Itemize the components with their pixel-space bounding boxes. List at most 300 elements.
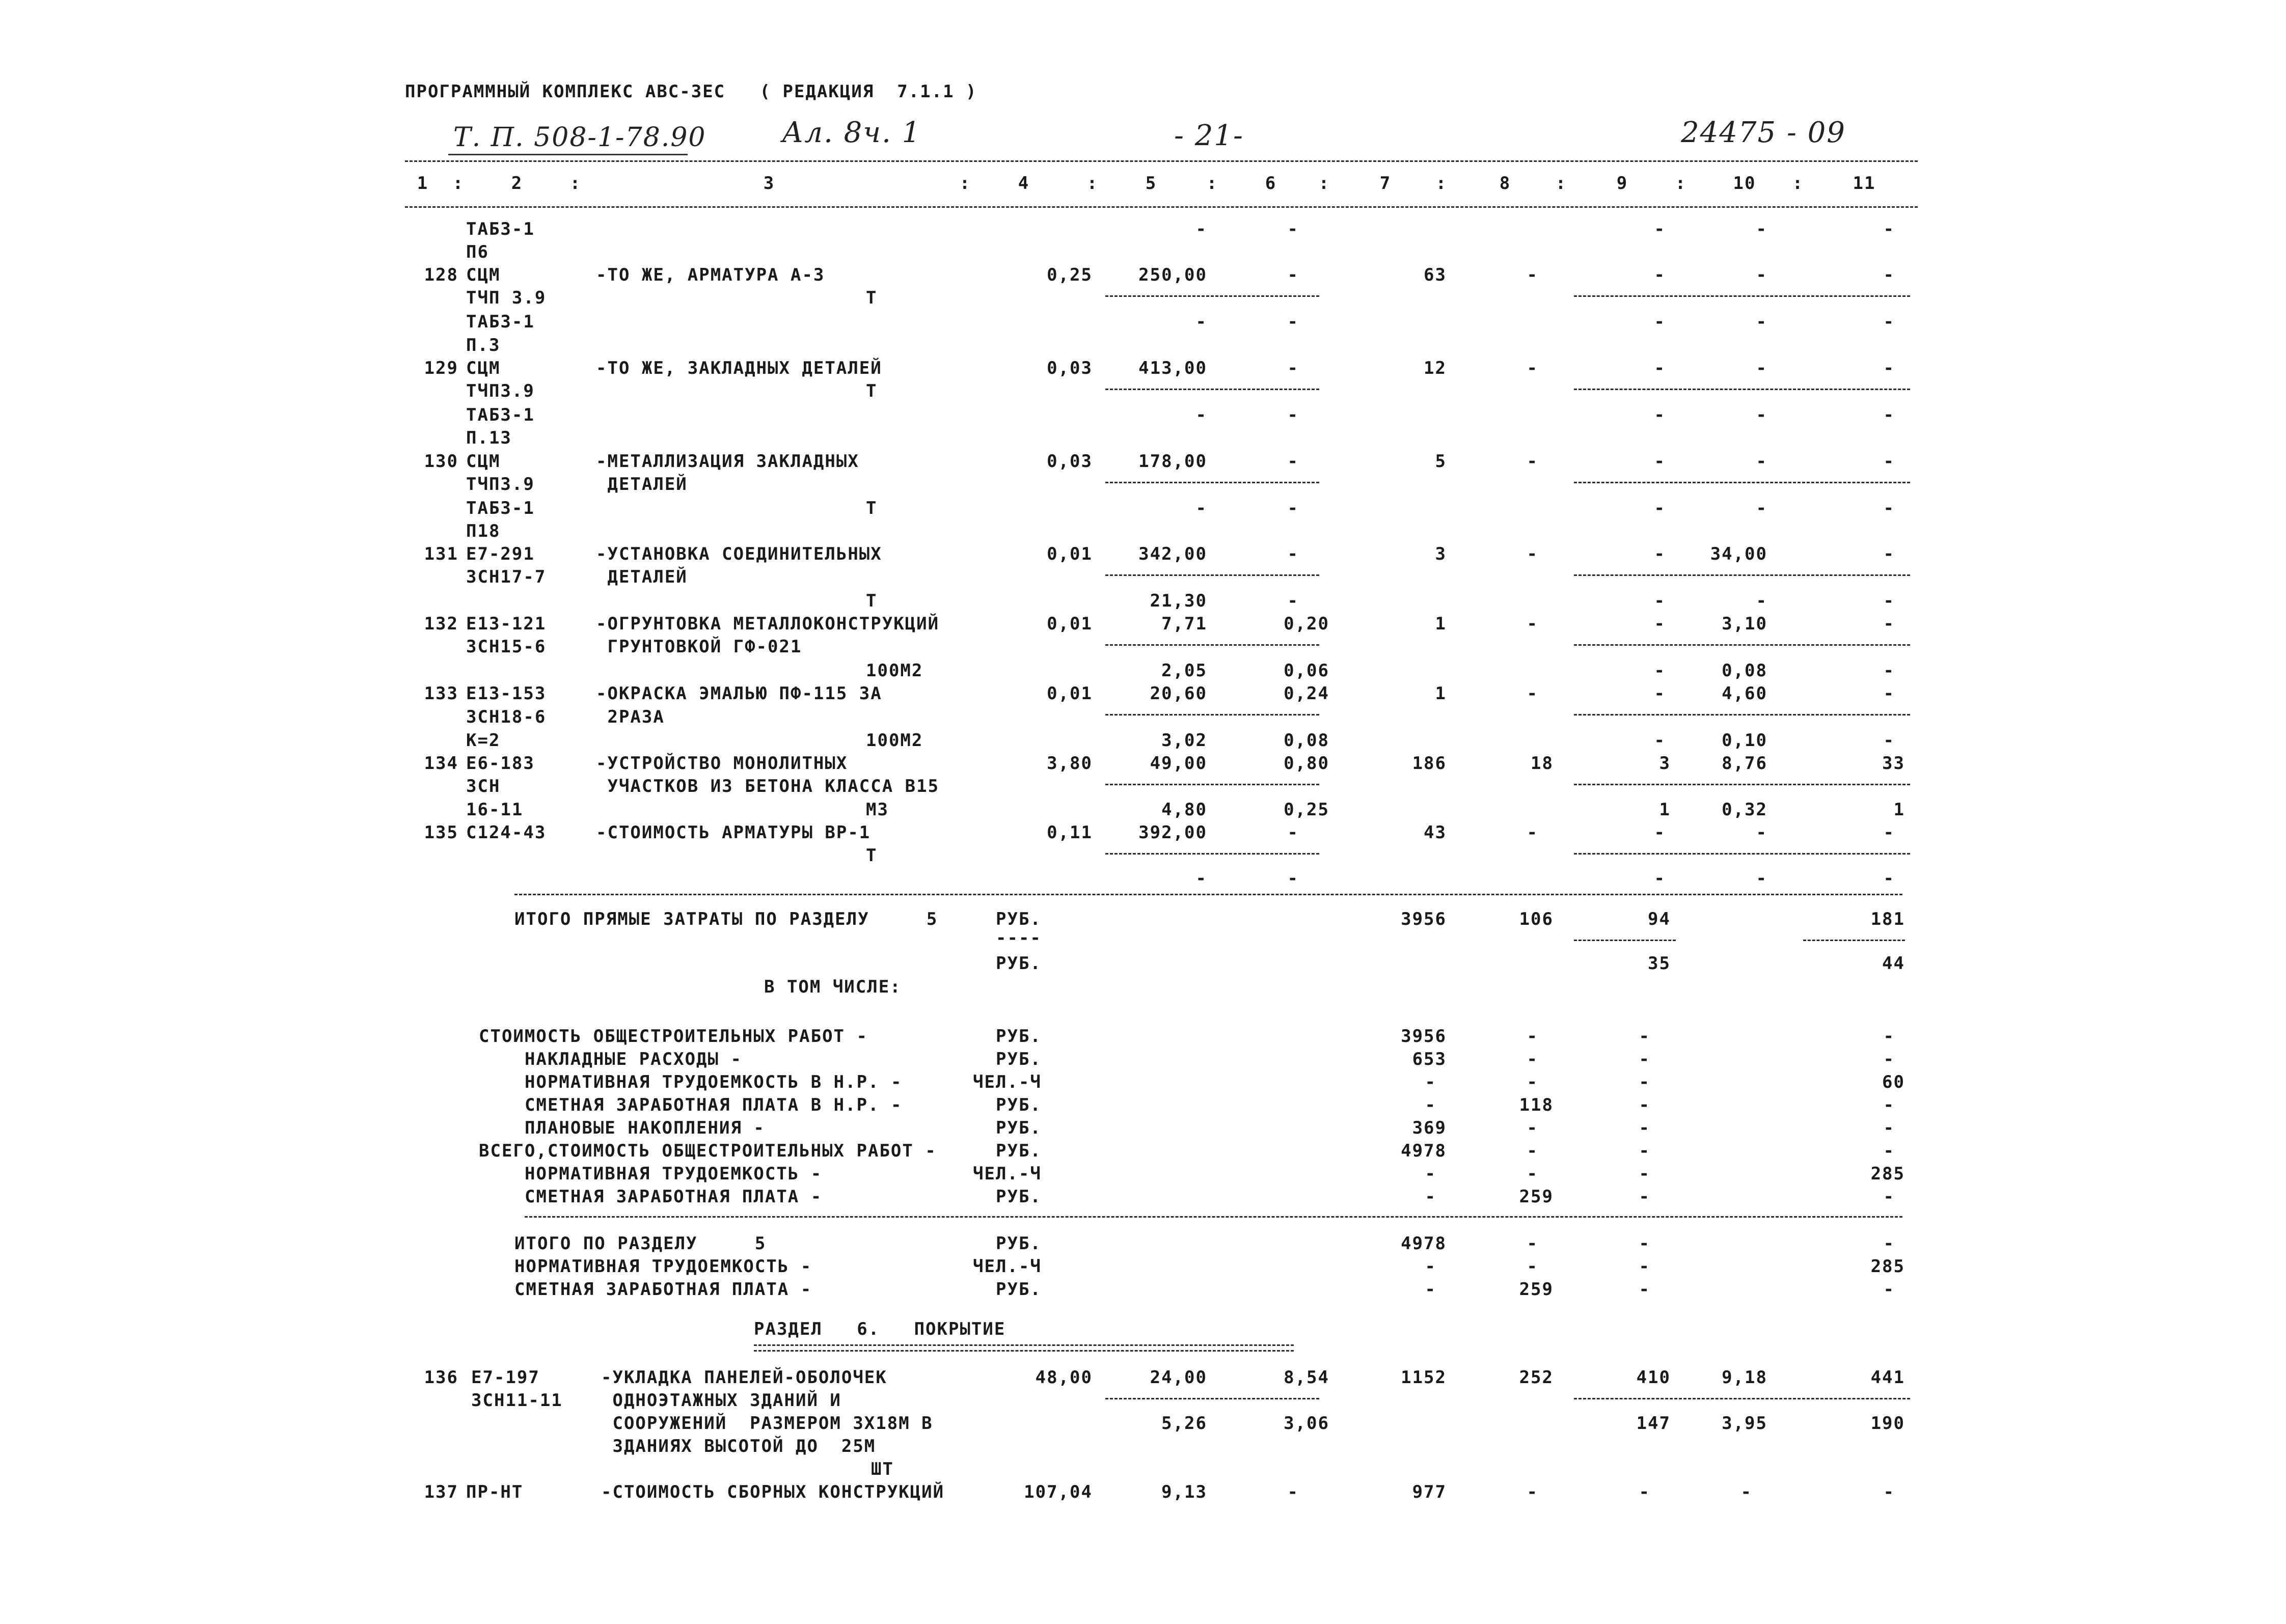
row-rule <box>1574 644 1910 646</box>
unit-chel: ЧЕЛ.-Ч <box>973 1072 1042 1092</box>
row-number: 136 <box>424 1367 458 1388</box>
row-value-7: 1152 <box>1401 1367 1447 1388</box>
row-name: -УКЛАДКА ПАНЕЛЕЙ-ОБОЛОЧЕК <box>601 1367 887 1388</box>
row-number: 137 <box>424 1482 458 1502</box>
row-rule <box>1574 1398 1910 1399</box>
row-rule <box>1105 784 1319 785</box>
row-value-8: - <box>1527 544 1538 564</box>
breakdown-value-11: - <box>1883 1187 1895 1207</box>
row-code: ТАБ3-1 <box>466 498 535 518</box>
row-code: ТАБ3-1 <box>466 405 535 425</box>
unit-rub: РУБ. <box>996 1233 1042 1254</box>
row-value-7: 43 <box>1424 822 1447 843</box>
breakdown-value-11: - <box>1883 1118 1895 1138</box>
row-code: П.13 <box>466 428 512 448</box>
row-rule <box>1574 784 1910 785</box>
row-value-10: 4,60 <box>1722 683 1767 704</box>
row-value-11b: - <box>1883 868 1895 889</box>
row-value-11: - <box>1883 358 1895 378</box>
row-value-8: - <box>1527 822 1538 843</box>
row-code: ЗСН18-6 <box>466 707 547 727</box>
row-value-10b: - <box>1756 498 1767 518</box>
col-sep: : <box>1086 173 1099 194</box>
row-name: СООРУЖЕНИЙ РАЗМЕРОМ 3Х18М В <box>601 1413 933 1434</box>
row-value-7: 186 <box>1412 753 1447 774</box>
breakdown-value-9: - <box>1639 1118 1650 1138</box>
row-name: ДЕТАЛЕЙ <box>596 567 688 587</box>
breakdown-value-7: 369 <box>1412 1118 1447 1138</box>
row-value-9b: - <box>1654 730 1666 751</box>
row-value-8: 252 <box>1519 1367 1554 1388</box>
row-rule <box>1105 853 1319 855</box>
row-value-9b: - <box>1654 312 1666 332</box>
row-unit: Т <box>866 591 878 611</box>
row-rule <box>1574 714 1910 715</box>
row-value-9b: - <box>1654 660 1666 681</box>
row-value-11b: 1 <box>1893 800 1905 820</box>
row-code: ТЧП 3.9 <box>466 288 547 308</box>
unit-rub: РУБ. <box>996 1187 1042 1207</box>
section-value-9: - <box>1639 1233 1650 1254</box>
col-sep: : <box>1318 173 1330 194</box>
direct-value-9: 94 <box>1648 909 1671 929</box>
row-value-8: - <box>1527 614 1538 634</box>
row-value-4: 0,03 <box>1047 451 1093 472</box>
section-value-11: - <box>1883 1233 1895 1254</box>
section-value-8: - <box>1527 1233 1538 1254</box>
unit-chel: ЧЕЛ.-Ч <box>973 1164 1042 1184</box>
row-value-6b: 0,25 <box>1284 800 1329 820</box>
breakdown-label: СМЕТНАЯ ЗАРАБОТНАЯ ПЛАТА В Н.Р. - <box>525 1095 903 1115</box>
breakdown-value-11: 285 <box>1870 1164 1905 1184</box>
col-6: 6 <box>1265 173 1277 194</box>
row-rule <box>1105 389 1319 390</box>
row-value-7: 5 <box>1435 451 1447 472</box>
breakdown-value-11: - <box>1883 1049 1895 1069</box>
row-code: ЗСН11-11 <box>471 1390 563 1411</box>
row-code: СЦМ <box>466 451 501 472</box>
row-value-9: 3 <box>1659 753 1671 774</box>
project-code-underline <box>448 154 688 155</box>
row-code: СЦМ <box>466 265 501 285</box>
row-value-10b: - <box>1756 405 1767 425</box>
breakdown-label: НОРМАТИВНАЯ ТРУДОЕМКОСТЬ - <box>525 1164 823 1184</box>
totals-rule <box>514 894 1902 895</box>
col-4: 4 <box>1018 173 1030 194</box>
row-value-9b: - <box>1654 591 1666 611</box>
row-code: ПР-НТ <box>466 1482 524 1502</box>
row-value-4: 0,03 <box>1047 358 1093 378</box>
row-number: 130 <box>424 451 458 472</box>
direct-costs-label: ИТОГО ПРЯМЫЕ ЗАТРАТЫ ПО РАЗДЕЛУ 5 <box>514 909 938 929</box>
row-code: Е7-291 <box>466 544 535 564</box>
breakdown-value-8: - <box>1527 1049 1538 1069</box>
row-value-6b: 3,06 <box>1284 1413 1329 1434</box>
row-value-10b: - <box>1756 591 1767 611</box>
row-value-10b: 0,10 <box>1722 730 1767 751</box>
row-name: -УСТРОЙСТВО МОНОЛИТНЫХ <box>596 753 848 774</box>
row-number: 134 <box>424 753 458 774</box>
row-value-6b: - <box>1287 312 1299 332</box>
row-value-9: - <box>1654 265 1666 285</box>
row-value-11: - <box>1883 1482 1895 1502</box>
row-value-6b: 0,06 <box>1284 660 1329 681</box>
breakdown-value-7: - <box>1425 1072 1436 1092</box>
row-value-6: 8,54 <box>1284 1367 1329 1388</box>
breakdown-value-8: 118 <box>1519 1095 1554 1115</box>
row-code: 16-11 <box>466 800 524 820</box>
row-value-6b: - <box>1287 219 1299 239</box>
row-value-8: - <box>1527 1482 1538 1502</box>
row-name: -ТО ЖЕ, ЗАКЛАДНЫХ ДЕТАЛЕЙ <box>596 358 882 378</box>
row-value-9: - <box>1654 544 1666 564</box>
row-value-9: - <box>1654 683 1666 704</box>
breakdown-label: СТОИМОСТЬ ОБЩЕСТРОИТЕЛЬНЫХ РАБОТ - <box>479 1026 868 1047</box>
unit-rub: РУБ. <box>996 909 1042 929</box>
row-code: П.3 <box>466 335 501 355</box>
row-value-10: - <box>1740 1482 1752 1502</box>
breakdown-value-8: - <box>1527 1072 1538 1092</box>
row-value-4: 0,11 <box>1047 822 1093 843</box>
row-name: ЗДАНИЯХ ВЫСОТОЙ ДО 25М <box>601 1436 876 1456</box>
col-sep: : <box>1792 173 1804 194</box>
breakdown-label: НАКЛАДНЫЕ РАСХОДЫ - <box>525 1049 742 1069</box>
row-value-11b: - <box>1883 498 1895 518</box>
row-value-8: 18 <box>1531 753 1554 774</box>
row-value-10b: - <box>1756 219 1767 239</box>
direct-value-7: 3956 <box>1401 909 1447 929</box>
row-code: Е13-153 <box>466 683 547 704</box>
row-rule <box>1105 1398 1319 1399</box>
row-value-8: - <box>1527 358 1538 378</box>
row-code: ЗСН15-6 <box>466 637 547 657</box>
row-name: ГРУНТОВКОЙ ГФ-021 <box>596 637 802 657</box>
row-unit: 100М2 <box>866 660 923 681</box>
section-value-8: 259 <box>1519 1279 1554 1300</box>
breakdown-value-11: 60 <box>1882 1072 1905 1092</box>
row-code: ЗСН17-7 <box>466 567 547 587</box>
direct-rule <box>1574 940 1676 941</box>
breakdown-value-7: - <box>1425 1187 1436 1207</box>
breakdown-label: ВСЕГО,СТОИМОСТЬ ОБЩЕСТРОИТЕЛЬНЫХ РАБОТ - <box>479 1141 937 1161</box>
row-value-9: - <box>1654 451 1666 472</box>
section-value-8: - <box>1527 1256 1538 1277</box>
row-value-9: - <box>1654 358 1666 378</box>
row-unit: 100М2 <box>866 730 923 751</box>
row-value-6b: 0,08 <box>1284 730 1329 751</box>
breakdown-value-7: 3956 <box>1401 1026 1447 1047</box>
breakdown-value-11: - <box>1883 1026 1895 1047</box>
row-value-10: 8,76 <box>1722 753 1767 774</box>
row-name: ОДНОЭТАЖНЫХ ЗДАНИЙ И <box>601 1390 841 1411</box>
breakdown-value-9: - <box>1639 1072 1650 1092</box>
row-value-6b: - <box>1287 868 1299 889</box>
row-value-9b: - <box>1654 219 1666 239</box>
row-code: ТЧП3.9 <box>466 474 535 494</box>
section-title: РАЗДЕЛ 6. ПОКРЫТИЕ <box>754 1319 1006 1339</box>
row-value-8: - <box>1527 451 1538 472</box>
row-value-5: 250,00 <box>1138 265 1207 285</box>
row-value-4: 48,00 <box>1035 1367 1093 1388</box>
row-name: -СТОИМОСТЬ АРМАТУРЫ ВР-1 <box>596 822 871 843</box>
row-value-7: 12 <box>1424 358 1447 378</box>
section-value-9: - <box>1639 1256 1650 1277</box>
row-value-6: - <box>1287 265 1299 285</box>
row-value-7: 1 <box>1435 683 1447 704</box>
row-value-6: - <box>1287 544 1299 564</box>
row-value-7: 977 <box>1412 1482 1447 1502</box>
breakdown-value-7: - <box>1425 1095 1436 1115</box>
row-name: -СТОИМОСТЬ СБОРНЫХ КОНСТРУКЦИЙ <box>601 1482 945 1502</box>
unit-rub: РУБ. <box>996 1026 1042 1047</box>
row-value-9: - <box>1654 822 1666 843</box>
col-1: 1 <box>417 173 429 194</box>
row-value-8: - <box>1527 265 1538 285</box>
breakdown-value-8: - <box>1527 1141 1538 1161</box>
direct-value-11b: 44 <box>1882 953 1905 974</box>
col-5: 5 <box>1145 173 1157 194</box>
row-value-5: 413,00 <box>1138 358 1207 378</box>
row-value-5: 20,60 <box>1150 683 1207 704</box>
row-code: К=2 <box>466 730 501 751</box>
row-rule <box>1574 295 1910 297</box>
row-value-5b: - <box>1195 405 1207 425</box>
row-value-11: - <box>1883 544 1895 564</box>
row-name: -ТО ЖЕ, АРМАТУРА А-3 <box>596 265 825 285</box>
row-value-9b: 147 <box>1636 1413 1671 1434</box>
row-value-4: 0,01 <box>1047 683 1093 704</box>
page-number: - 21- <box>1174 119 1244 152</box>
breakdown-value-11: - <box>1883 1141 1895 1161</box>
section-value-11: 285 <box>1870 1256 1905 1277</box>
row-unit: Т <box>866 845 878 866</box>
breakdown-rule <box>525 1216 1902 1218</box>
row-value-9b: - <box>1654 498 1666 518</box>
col-sep: : <box>959 173 971 194</box>
row-value-5: 7,71 <box>1161 614 1207 634</box>
direct-value-8: 106 <box>1519 909 1554 929</box>
row-rule <box>1574 853 1910 855</box>
breakdown-value-11: - <box>1883 1095 1895 1115</box>
row-rule <box>1574 482 1910 483</box>
row-value-9b: - <box>1654 405 1666 425</box>
row-value-10: 34,00 <box>1710 544 1767 564</box>
row-value-10b: 0,32 <box>1722 800 1767 820</box>
row-number: 129 <box>424 358 458 378</box>
section-value-7: - <box>1425 1256 1436 1277</box>
col-sep: : <box>1435 173 1448 194</box>
col-sep: : <box>452 173 465 194</box>
row-value-11b: 190 <box>1870 1413 1905 1434</box>
row-rule <box>1574 389 1910 390</box>
row-value-7: 1 <box>1435 614 1447 634</box>
row-value-10: - <box>1756 265 1767 285</box>
row-value-6: - <box>1287 1482 1299 1502</box>
row-value-4: 3,80 <box>1047 753 1093 774</box>
row-value-11b: - <box>1883 660 1895 681</box>
row-value-8: - <box>1527 683 1538 704</box>
unit-rub: РУБ. <box>996 1118 1042 1138</box>
row-value-4: 0,25 <box>1047 265 1093 285</box>
row-value-11b: - <box>1883 591 1895 611</box>
col-8: 8 <box>1499 173 1511 194</box>
row-value-11: - <box>1883 451 1895 472</box>
section-total-label: ИТОГО ПО РАЗДЕЛУ 5 <box>514 1233 767 1254</box>
breakdown-value-9: - <box>1639 1164 1650 1184</box>
col-sep: : <box>569 173 582 194</box>
project-code: Т. П. 508-1-78.90 <box>453 122 706 153</box>
row-code: С124-43 <box>466 822 547 843</box>
row-value-11: 441 <box>1870 1367 1905 1388</box>
row-value-5b: 2,05 <box>1161 660 1207 681</box>
row-code: П18 <box>466 521 501 541</box>
row-value-5: 392,00 <box>1138 822 1207 843</box>
short-rule: ---- <box>996 928 1042 948</box>
row-name: УЧАСТКОВ ИЗ БЕТОНА КЛАССА В15 <box>596 776 940 796</box>
row-value-10b: - <box>1756 312 1767 332</box>
row-value-4: 0,01 <box>1047 544 1093 564</box>
breakdown-label: НОРМАТИВНАЯ ТРУДОЕМКОСТЬ В Н.Р. - <box>525 1072 903 1092</box>
col-9: 9 <box>1616 173 1628 194</box>
unit-rub: РУБ. <box>996 1279 1042 1300</box>
row-value-11b: - <box>1883 730 1895 751</box>
row-value-10b: 3,95 <box>1722 1413 1767 1434</box>
row-value-10: - <box>1756 451 1767 472</box>
row-number: 132 <box>424 614 458 634</box>
col-3: 3 <box>763 173 775 194</box>
row-code: СЦМ <box>466 358 501 378</box>
row-value-10: - <box>1756 358 1767 378</box>
row-value-10b: 0,08 <box>1722 660 1767 681</box>
col-10: 10 <box>1733 173 1756 194</box>
breakdown-value-8: - <box>1527 1026 1538 1047</box>
row-name: -ОКРАСКА ЭМАЛЬЮ ПФ-115 ЗА <box>596 683 882 704</box>
row-value-5b: 3,02 <box>1161 730 1207 751</box>
section-value-7: 4978 <box>1401 1233 1447 1254</box>
row-value-5b: - <box>1195 498 1207 518</box>
row-value-5b: 5,26 <box>1161 1413 1207 1434</box>
row-value-7: 63 <box>1424 265 1447 285</box>
row-value-5b: 4,80 <box>1161 800 1207 820</box>
row-value-4: 107,04 <box>1024 1482 1093 1502</box>
breakdown-value-9: - <box>1639 1141 1650 1161</box>
section-title-rule <box>754 1344 1294 1352</box>
row-number: 135 <box>424 822 458 843</box>
breakdown-value-9: - <box>1639 1026 1650 1047</box>
row-name: 2РАЗА <box>596 707 665 727</box>
row-value-5: 178,00 <box>1138 451 1207 472</box>
row-value-9: 410 <box>1636 1367 1671 1388</box>
row-value-5b: 21,30 <box>1150 591 1207 611</box>
breakdown-label: ПЛАНОВЫЕ НАКОПЛЕНИЯ - <box>525 1118 765 1138</box>
col-7: 7 <box>1379 173 1392 194</box>
breakdown-value-9: - <box>1639 1049 1650 1069</box>
row-number: 128 <box>424 265 458 285</box>
row-value-11: - <box>1883 822 1895 843</box>
row-value-6: - <box>1287 451 1299 472</box>
row-value-5b: - <box>1195 868 1207 889</box>
row-rule <box>1105 482 1319 483</box>
row-value-7: 3 <box>1435 544 1447 564</box>
row-code: Е6-183 <box>466 753 535 774</box>
breakdown-label: СМЕТНАЯ ЗАРАБОТНАЯ ПЛАТА - <box>525 1187 823 1207</box>
unit-chel: ЧЕЛ.-Ч <box>973 1256 1042 1277</box>
row-value-10: - <box>1756 822 1767 843</box>
row-name: -МЕТАЛЛИЗАЦИЯ ЗАКЛАДНЫХ <box>596 451 859 472</box>
row-value-11: - <box>1883 614 1895 634</box>
unit-rub: РУБ. <box>996 1095 1042 1115</box>
breakdown-value-7: 4978 <box>1401 1141 1447 1161</box>
row-rule <box>1105 714 1319 715</box>
col-sep: : <box>1675 173 1687 194</box>
row-value-6b: - <box>1287 498 1299 518</box>
row-unit: Т <box>866 498 878 518</box>
row-value-9: - <box>1654 614 1666 634</box>
row-value-11b: - <box>1883 219 1895 239</box>
unit-rub: РУБ. <box>996 1141 1042 1161</box>
row-value-11b: - <box>1883 405 1895 425</box>
row-value-9b: - <box>1654 868 1666 889</box>
row-unit: ШТ <box>871 1459 894 1479</box>
col-sep: : <box>1555 173 1567 194</box>
col-11: 11 <box>1853 173 1876 194</box>
breakdown-value-7: - <box>1425 1164 1436 1184</box>
direct-rule <box>1803 940 1905 941</box>
col-sep: : <box>1206 173 1218 194</box>
row-unit: Т <box>866 381 878 401</box>
row-value-6b: - <box>1287 591 1299 611</box>
row-value-6: - <box>1287 822 1299 843</box>
section-value-7: - <box>1425 1279 1436 1300</box>
row-rule <box>1574 574 1910 576</box>
row-value-5: 24,00 <box>1150 1367 1207 1388</box>
row-value-11: - <box>1883 683 1895 704</box>
row-value-5: 9,13 <box>1161 1482 1207 1502</box>
row-name: -УСТАНОВКА СОЕДИНИТЕЛЬНЫХ <box>596 544 882 564</box>
row-value-4: 0,01 <box>1047 614 1093 634</box>
row-name: -ОГРУНТОВКА МЕТАЛЛОКОНСТРУКЦИЙ <box>596 614 940 634</box>
section-value-11: - <box>1883 1279 1895 1300</box>
row-code: Е7-197 <box>471 1367 540 1388</box>
row-code: ТАБ3-1 <box>466 312 535 332</box>
including-heading: В ТОМ ЧИСЛЕ: <box>764 977 902 997</box>
doc-number: 24475 - 09 <box>1681 116 1846 149</box>
row-rule <box>1105 574 1319 576</box>
row-value-9b: 1 <box>1659 800 1671 820</box>
direct-value-9b: 35 <box>1648 953 1671 974</box>
row-value-11: 33 <box>1882 753 1905 774</box>
section-total-label: СМЕТНАЯ ЗАРАБОТНАЯ ПЛАТА - <box>514 1279 812 1300</box>
row-value-5: 49,00 <box>1150 753 1207 774</box>
program-title: ПРОГРАММНЫЙ КОМПЛЕКС АВС-3ЕС ( РЕДАКЦИЯ 7.1.1 ) <box>405 81 977 102</box>
row-rule <box>1105 295 1319 297</box>
row-code: Е13-121 <box>466 614 547 634</box>
row-name: ДЕТАЛЕЙ <box>596 474 688 494</box>
header-rule-top <box>405 160 1918 162</box>
section-value-9: - <box>1639 1279 1650 1300</box>
breakdown-value-8: - <box>1527 1164 1538 1184</box>
unit-rub: РУБ. <box>996 1049 1042 1069</box>
row-code: ЗСН <box>466 776 501 796</box>
row-value-6b: - <box>1287 405 1299 425</box>
row-value-11: - <box>1883 265 1895 285</box>
breakdown-value-7: 653 <box>1412 1049 1447 1069</box>
row-code: ТАБ3-1 <box>466 219 535 239</box>
row-value-11b: - <box>1883 312 1895 332</box>
row-code: ТЧП3.9 <box>466 381 535 401</box>
row-number: 133 <box>424 683 458 704</box>
row-number: 131 <box>424 544 458 564</box>
